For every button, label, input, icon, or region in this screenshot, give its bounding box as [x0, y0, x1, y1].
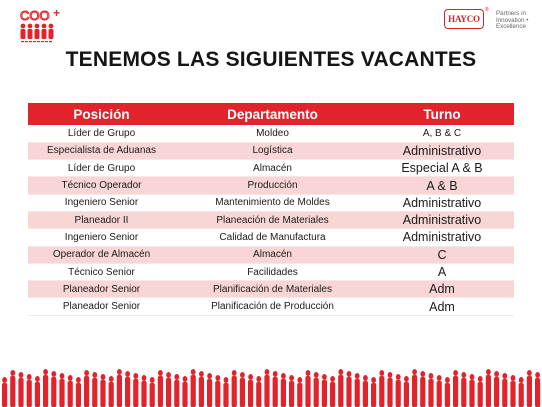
cell-departamento: Almacén: [175, 160, 370, 177]
decorative-people-border: [0, 365, 542, 407]
header-turno: Turno: [370, 103, 514, 125]
cell-turno: Adm: [370, 281, 514, 298]
logo-plus-text: +: [53, 6, 61, 20]
tagline-line-3: Excellence: [496, 23, 526, 31]
cell-turno: Administrativo: [370, 229, 514, 246]
table-row: [28, 229, 514, 246]
table-row: [28, 177, 514, 194]
cell-turno: Administrativo: [370, 142, 514, 159]
cell-departamento: Facilidades: [175, 263, 370, 280]
table-row: [28, 142, 514, 159]
cell-departamento: Planificación de Producción: [175, 298, 370, 315]
tagline-line-2: Innovation •: [496, 16, 529, 24]
header-posicion: Posición: [28, 103, 175, 125]
cell-turno: A & B: [370, 177, 514, 194]
table-row: [28, 298, 514, 315]
cell-departamento: Producción: [175, 177, 370, 194]
cell-turno: Adm: [370, 298, 514, 315]
cell-posicion: Operador de Almacén: [28, 246, 175, 263]
cell-turno: Administrativo: [370, 194, 514, 211]
cell-turno: A: [370, 263, 514, 280]
cell-departamento: Planificación de Materiales: [175, 281, 370, 298]
cell-posicion: Planeador Senior: [28, 281, 175, 298]
table-row: [28, 160, 514, 177]
cell-departamento: Moldeo: [175, 125, 370, 142]
cell-posicion: Técnico Operador: [28, 177, 175, 194]
table-row: [28, 194, 514, 211]
cell-posicion: Técnico Senior: [28, 263, 175, 280]
table-row: [28, 281, 514, 298]
table-row: [28, 263, 514, 280]
cell-turno: C: [370, 246, 514, 263]
table-row: [28, 125, 514, 142]
cell-posicion: Líder de Grupo: [28, 125, 175, 142]
logo-coo-text: COO: [20, 8, 50, 23]
cell-departamento: Almacén: [175, 246, 370, 263]
cell-turno: Administrativo: [370, 211, 514, 228]
registered-mark: ®: [485, 7, 489, 13]
cell-posicion: Ingeniero Senior: [28, 194, 175, 211]
cell-departamento: Calidad de Manufactura: [175, 229, 370, 246]
hayco-logo: [444, 7, 540, 39]
cell-departamento: Logística: [175, 142, 370, 159]
tagline-line-1: Partners in: [496, 10, 526, 17]
header-departamento: Departamento: [175, 103, 370, 125]
cell-departamento: Mantenimiento de Moldes: [175, 194, 370, 211]
cell-turno: Especial A & B: [370, 160, 514, 177]
vacancies-table: [28, 103, 514, 316]
table-row: [28, 246, 514, 263]
page-title: TENEMOS LAS SIGUIENTES VACANTES: [65, 48, 477, 71]
hayco-brand-box: [444, 9, 484, 29]
cell-posicion: Especialista de Aduanas: [28, 142, 175, 159]
coo-plus-logo: [14, 6, 80, 48]
cell-posicion: Líder de Grupo: [28, 160, 175, 177]
hayco-brand-text: HAYCO: [448, 14, 480, 24]
cell-posicion: Planeador Senior: [28, 298, 175, 315]
cell-departamento: Planeación de Materiales: [175, 211, 370, 228]
cell-posicion: Ingeniero Senior: [28, 229, 175, 246]
table-row: [28, 211, 514, 228]
hayco-tagline: [496, 11, 528, 31]
cell-turno: A, B & C: [370, 125, 514, 142]
table-header-row: [28, 103, 514, 125]
cell-posicion: Planeador II: [28, 211, 175, 228]
